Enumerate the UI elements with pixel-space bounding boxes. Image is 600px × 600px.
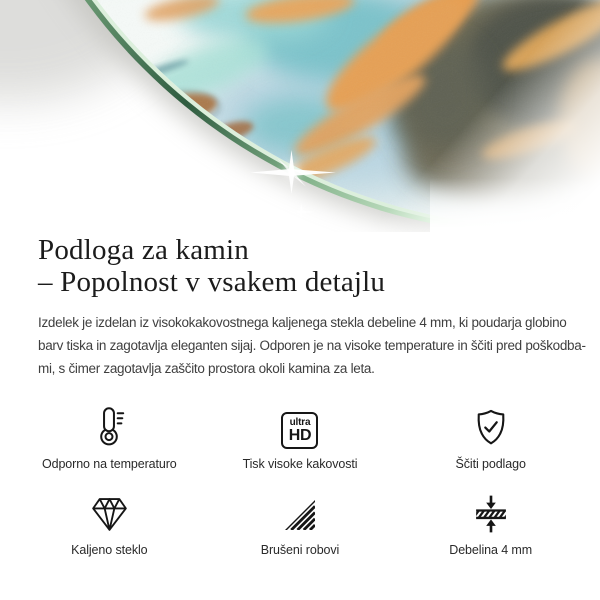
feature-protection xyxy=(395,403,586,472)
diamond-icon xyxy=(87,489,132,535)
page-title-line-2: – Popolnost v vsakem detajlu xyxy=(38,266,386,298)
feature-label: Ščiti podlago xyxy=(455,456,526,471)
feature-label: Debelina 4 mm xyxy=(449,542,533,557)
feature-print-quality xyxy=(205,403,396,472)
shield-check-icon xyxy=(470,403,512,449)
product-description-section xyxy=(0,234,600,381)
description-line-1: Izdelek je izdelan iz visokokakovostnega kaljenega stekla debeline 4 mm, ki poudarja globino xyxy=(38,315,567,330)
feature-label: Brušeni robovi xyxy=(260,542,340,557)
feature-label: Kaljeno steklo xyxy=(71,542,148,557)
feature-thickness xyxy=(395,489,586,558)
feature-label: Odporno na temperaturo xyxy=(41,456,177,471)
beveled-edges-icon xyxy=(280,489,320,535)
feature-temperature xyxy=(14,403,205,472)
feature-beveled-edges xyxy=(205,489,396,558)
feature-label: Tisk visoke kakovosti xyxy=(242,456,358,471)
ultra-hd-icon-text-top: ultra xyxy=(289,416,311,428)
page-title-line-1: Podloga za kamin xyxy=(38,234,249,266)
product-photo xyxy=(0,0,600,232)
description-line-2: barv tiska in zagotavlja eleganten sijaj. Odporen je na visoke temperature in ščiti pred poškodba- xyxy=(38,338,586,354)
feature-tempered-glass xyxy=(14,489,205,558)
feature-grid xyxy=(14,403,586,558)
page-title xyxy=(38,234,562,298)
product-description xyxy=(38,311,586,381)
thermometer-icon xyxy=(87,403,131,449)
ultra-hd-icon-text-bottom: HD xyxy=(288,426,312,444)
ultra-hd-icon xyxy=(281,403,318,449)
white-fade-bottom xyxy=(430,170,600,232)
description-line-3: mi, s čimer zagotavlja zaščito prostora okoli kamina za leta. xyxy=(38,361,375,377)
thickness-icon xyxy=(470,489,512,535)
